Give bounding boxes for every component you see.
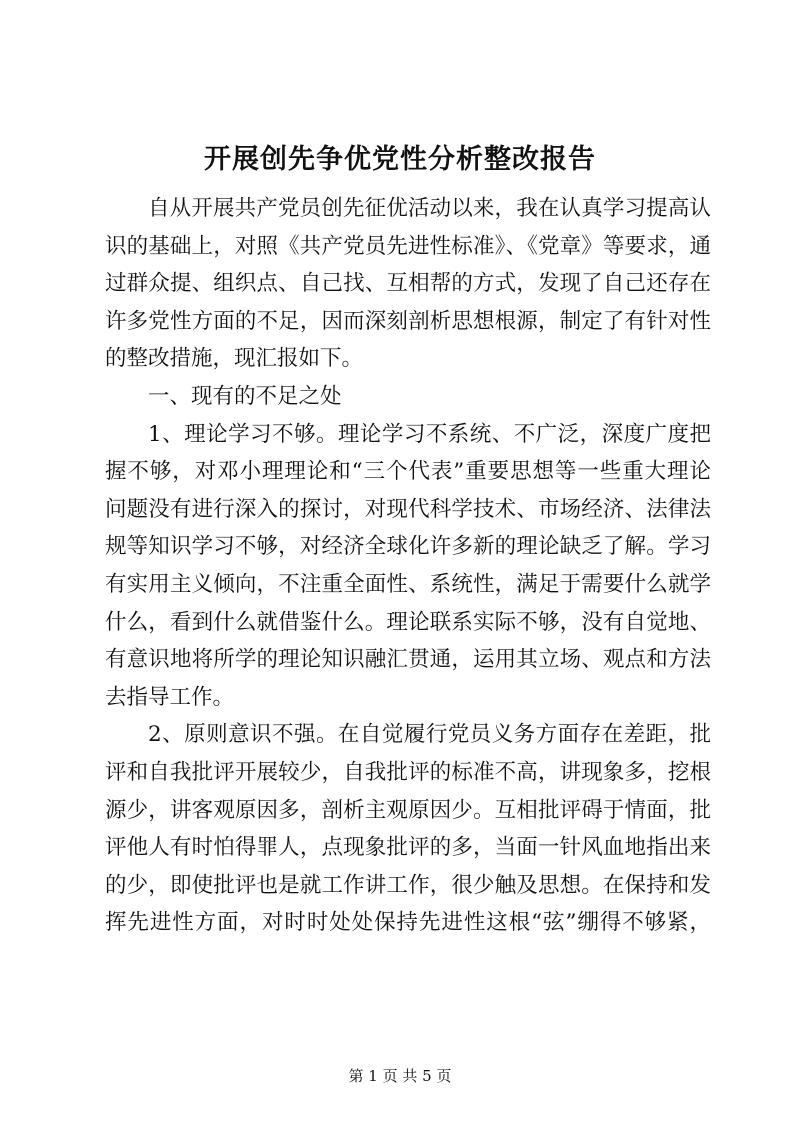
paragraph-line: 什么，看到什么就借鉴什么。理论联系实际不够，没有自觉地、 xyxy=(105,609,711,635)
paragraph-line: 许多党性方面的不足，因而深刻剖析思想根源，制定了有针对性 xyxy=(105,308,711,334)
paragraph-line: 握不够，对邓小理理论和“三个代表”重要思想等一些重大理论 xyxy=(105,459,711,485)
paragraph-line: 识的基础上，对照《共产党员先进性标准》、《党章》等要求，通 xyxy=(105,233,711,259)
paragraph-line: 的少，即使批评也是就工作讲工作，很少触及思想。在保持和发 xyxy=(105,872,711,898)
paragraph-line: 有实用主义倾向，不注重全面性、系统性，满足于需要什么就学 xyxy=(105,571,711,597)
paragraph-line: 有意识地将所学的理论知识融汇贯通，运用其立场、观点和方法 xyxy=(105,647,711,673)
paragraph-line: 源少，讲客观原因多，剖析主观原因少。互相批评碍于情面，批 xyxy=(105,797,711,823)
paragraph-line: 过群众提、组织点、自己找、互相帮的方式，发现了自己还存在 xyxy=(105,271,711,297)
section-heading: 一、现有的不足之处 xyxy=(148,383,342,409)
paragraph-line: 挥先进性方面，对时时处处保持先进性这根“弦”绷得不够紧， xyxy=(105,910,711,936)
paragraph-line: 2、原则意识不强。在自觉履行党员义务方面存在差距，批 xyxy=(148,722,711,748)
paragraph-line: 1、理论学习不够。理论学习不系统、不广泛，深度广度把 xyxy=(148,421,711,447)
paragraph-line: 评他人有时怕得罪人，点现象批评的多，当面一针风血地指出来 xyxy=(105,835,711,861)
document-title: 开展创先争优党性分析整改报告 xyxy=(204,144,596,175)
document-body xyxy=(105,190,711,942)
page-number-footer: 第 1 页 共 5 页 xyxy=(348,1067,452,1085)
paragraph-line: 规等知识学习不够，对经济全球化许多新的理论缺乏了解。学习 xyxy=(105,534,711,560)
paragraph-line: 问题没有进行深入的探讨，对现代科学技术、市场经济、法律法 xyxy=(105,496,711,522)
paragraph-line: 的整改措施，现汇报如下。 xyxy=(105,346,364,372)
paragraph-line: 评和自我批评开展较少，自我批评的标准不高，讲现象多，挖根 xyxy=(105,759,711,785)
paragraph-line: 去指导工作。 xyxy=(105,684,235,710)
paragraph-line: 自从开展共产党员创先征优活动以来，我在认真学习提高认 xyxy=(148,196,711,221)
